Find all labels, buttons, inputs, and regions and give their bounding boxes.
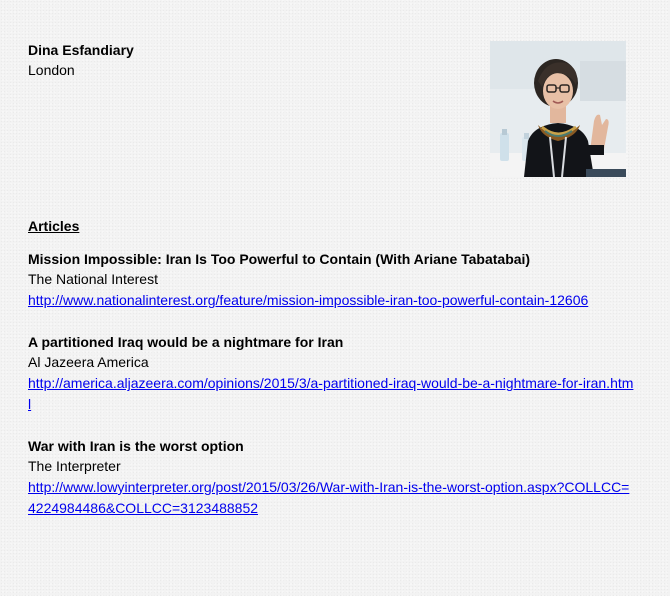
- article-item: [28, 249, 638, 311]
- articles-section: [28, 216, 638, 540]
- article-item: [28, 436, 638, 519]
- article-source: Al Jazeera America: [28, 354, 149, 370]
- article-title: A partitioned Iraq would be a nightmare for Iran: [28, 334, 344, 350]
- article-source: The Interpreter: [28, 458, 121, 474]
- articles-heading: Articles: [28, 218, 80, 234]
- article-title: War with Iran is the worst option: [28, 438, 244, 454]
- profile-header: [28, 40, 428, 80]
- article-link[interactable]: http://www.lowyinterpreter.org/post/2015/03/26/War-with-Iran-is-the-worst-option.aspx?COLLCC=4224984486&COLLCC=3123488852: [28, 479, 630, 516]
- article-link[interactable]: http://www.nationalinterest.org/feature/mission-impossible-iran-too-powerful-contain-12606: [28, 292, 589, 308]
- person-photo-icon: [490, 41, 626, 177]
- profile-name: Dina Esfandiary: [28, 42, 134, 58]
- profile-city: London: [28, 62, 75, 78]
- page: [28, 0, 638, 596]
- article-link[interactable]: http://america.aljazeera.com/opinions/2015/3/a-partitioned-iraq-would-be-a-nightmare-for-iran.html: [28, 375, 634, 412]
- article-source: The National Interest: [28, 271, 158, 287]
- article-title: Mission Impossible: Iran Is Too Powerful to Contain (With Ariane Tabatabai): [28, 251, 531, 267]
- article-item: [28, 332, 638, 415]
